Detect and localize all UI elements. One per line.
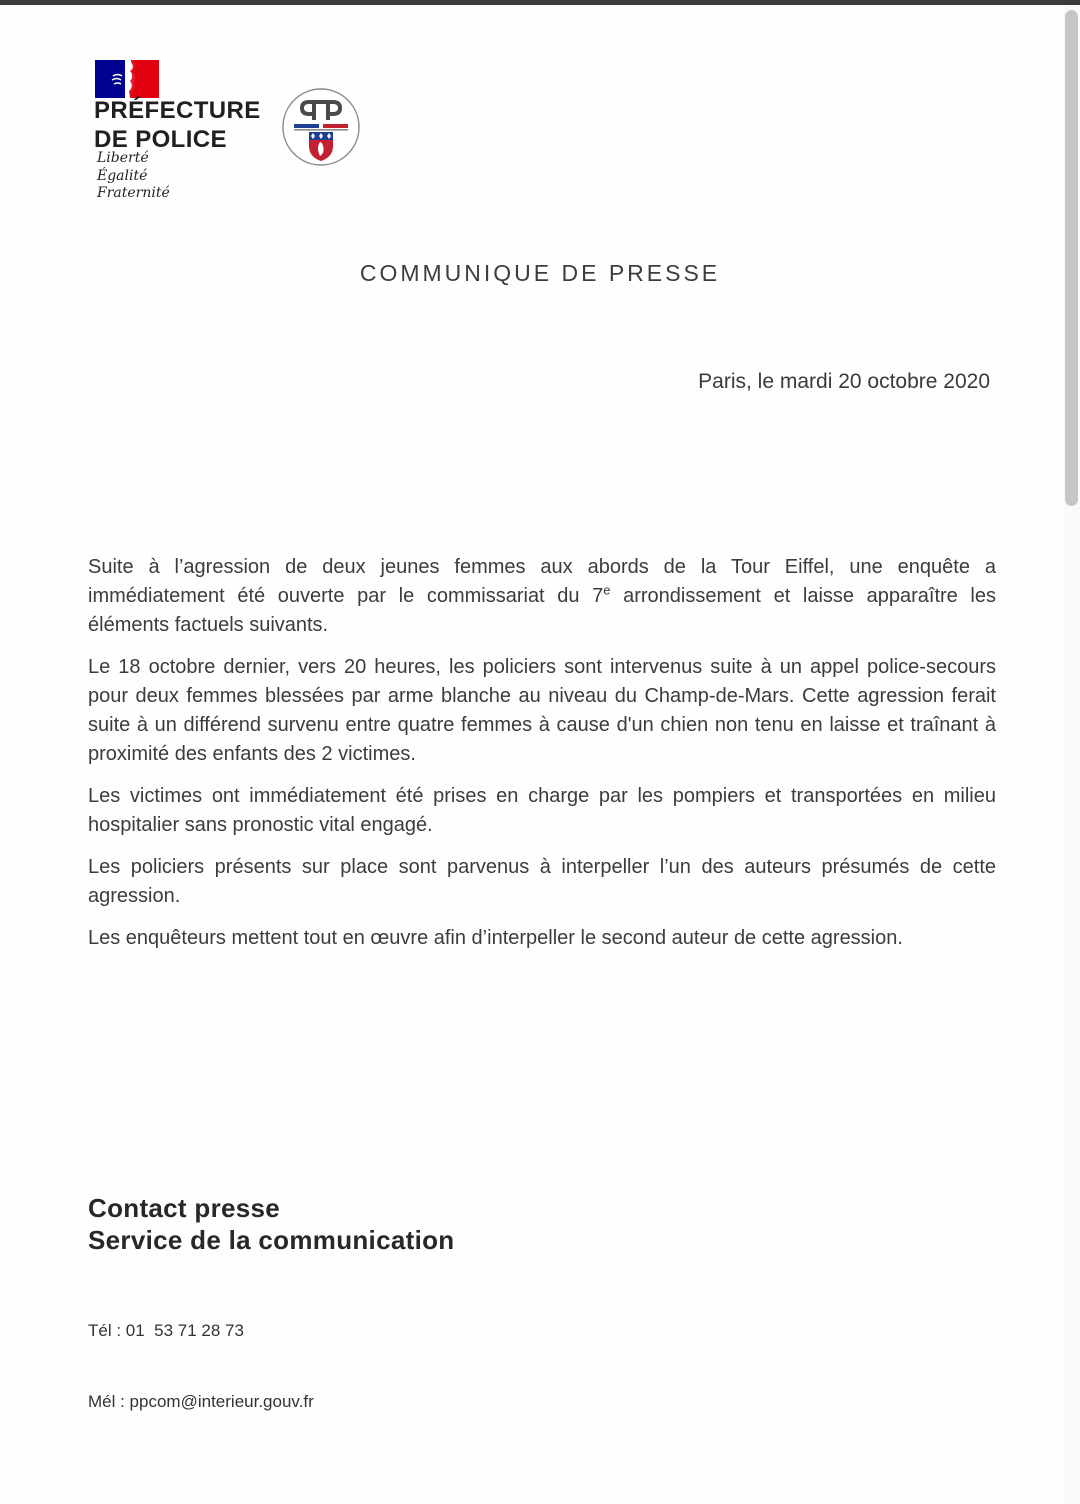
contact-heading-line-2: Service de la communication: [88, 1225, 455, 1255]
contact-heading: [88, 1192, 454, 1256]
contact-heading-line-1: Contact presse: [88, 1193, 281, 1223]
prefecture-de-police-crest-icon: [281, 87, 361, 172]
scrollbar-thumb[interactable]: [1065, 10, 1078, 506]
paragraph-4: Les policiers présents sur place sont parvenus à interpeller l’un des auteurs présumés de cette agression.: [88, 856, 996, 907]
paragraph-1: [88, 553, 996, 640]
ordinal-superscript: e: [603, 582, 611, 598]
paragraph-1-text-cont: arrondissement et laisse apparaître les éléments factuels suivants.: [88, 585, 996, 636]
motto-line-3: Fraternité: [97, 185, 170, 201]
motto-line-1: Liberté: [97, 150, 149, 166]
paragraph-5: Les enquêteurs mettent tout en œuvre afin d’interpeller le second auteur de cette agression.: [88, 927, 903, 949]
motto-line-2: Égalité: [97, 167, 148, 184]
republic-motto: [97, 150, 170, 203]
paragraph-3: Les victimes ont immédiatement été prises en charge par les pompiers et transportées en milieu hospitalier sans pronostic vital engagé.: [88, 785, 996, 836]
paragraph-1-text: Suite à l’agression de deux jeunes femmes aux abords de la Tour Eiffel, une enquête a immédiatement été ouverte par le commissariat du 7: [88, 556, 996, 607]
brand-line-1: PRÉFECTURE: [94, 97, 261, 124]
brand-name: [94, 96, 261, 154]
viewer-top-bar: [0, 0, 1080, 5]
contact-email: Mél : ppcom@interieur.gouv.fr: [88, 1391, 314, 1411]
contact-phone: Tél : 01 53 71 28 73: [88, 1321, 244, 1340]
press-release-body: [88, 553, 996, 966]
dateline: Paris, le mardi 20 octobre 2020: [698, 370, 990, 393]
paragraph-2: Le 18 octobre dernier, vers 20 heures, les policiers sont intervenus suite à un appel police-secours pour deux femmes blessées par arme blanche au niveau du Champ-de-Mars. Cette agression ferait suite à un différend survenu entre quatre femmes à cause d'un chien non tenu en laisse et traînant à proximité des enfants des 2 victimes.: [88, 656, 996, 765]
brand-line-2: DE POLICE: [94, 126, 227, 153]
contact-details: [88, 1272, 314, 1460]
document-title: COMMUNIQUE DE PRESSE: [359, 260, 721, 286]
